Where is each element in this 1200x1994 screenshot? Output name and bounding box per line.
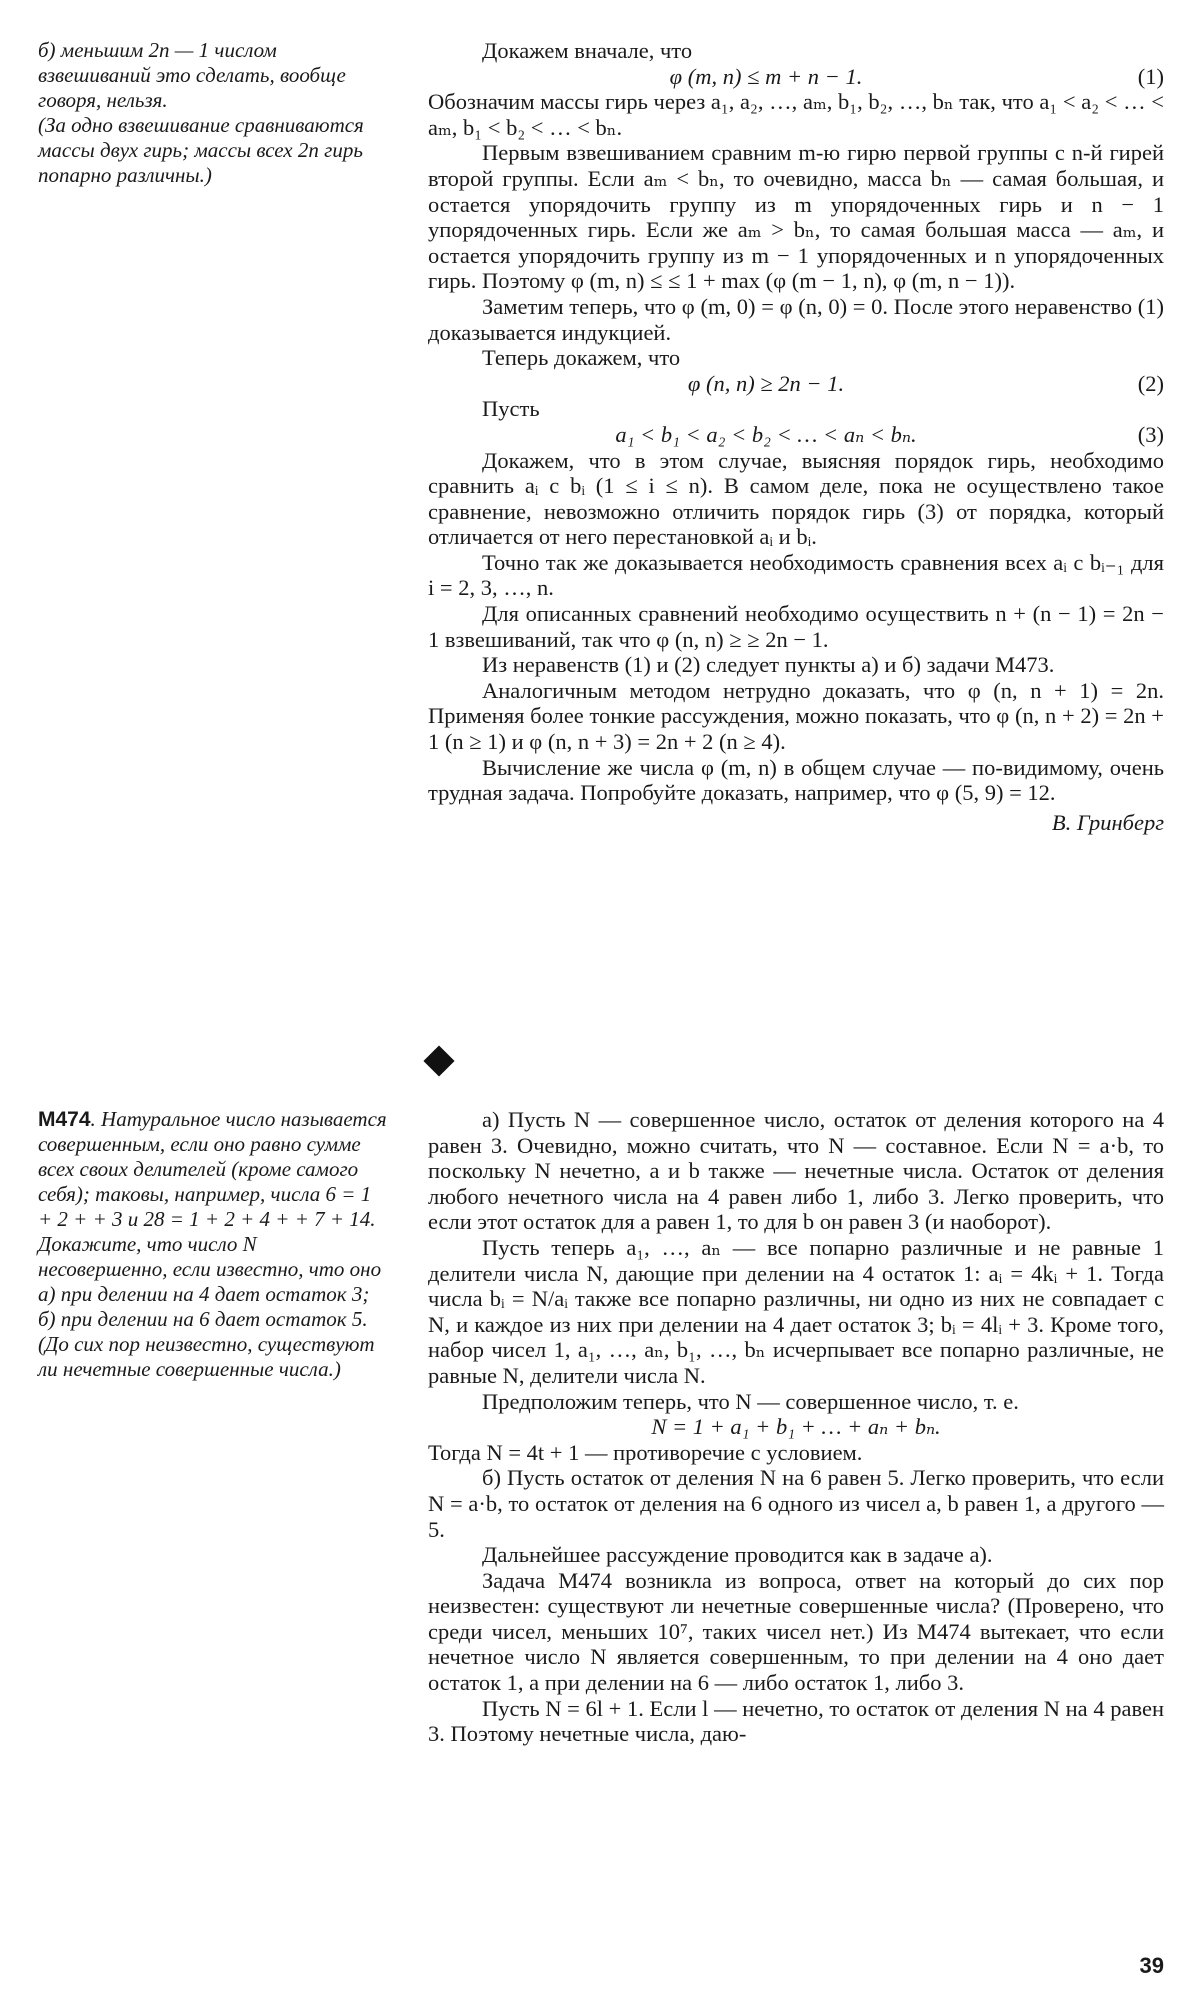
paragraph: Из неравенств (1) и (2) следует пункты а) и б) задачи М473.	[482, 652, 1055, 678]
problem-item: б) при делении на 6 дает остаток 5.	[38, 1307, 368, 1331]
equation-expr: a₁ < b₁ < a₂ < b₂ < … < aₙ < bₙ.	[615, 421, 917, 447]
paragraph: Предположим теперь, что N — совершенное число, т. е.	[482, 1388, 1019, 1414]
equation-number: (1)	[1137, 63, 1164, 89]
problem-text	[38, 1107, 388, 1282]
problem-label: М474	[38, 1108, 91, 1131]
paragraph: Пусть N = 6l + 1. Если l — нечетно, то остаток от деления N на 4 равен 3. Поэтому нечетные числа, даю-	[428, 1695, 1164, 1747]
equation-sum	[428, 1414, 1164, 1440]
equation-expr: φ (m, n) ≤ m + n − 1.	[669, 63, 863, 89]
paragraph: Дальнейшее рассуждение проводится как в задаче а).	[482, 1542, 993, 1568]
side-note-m473	[38, 38, 388, 188]
page-number: 39	[1139, 1953, 1164, 1978]
paragraph: б) Пусть остаток от деления N на 6 равен 5. Легко проверить, что если N = a·b, то остаток от деления на 6 одного из чисел a, b равен 1, а другого — 5.	[428, 1465, 1164, 1542]
side-note-line: б) меньшим 2n — 1 числом взвешиваний это сделать, вообще говоря, нельзя.	[38, 38, 346, 112]
paragraph: Пусть	[482, 396, 540, 422]
paragraph: Тогда N = 4t + 1 — противоречие с условием.	[428, 1439, 863, 1465]
paragraph: Аналогичным методом нетрудно доказать, что φ (n, n + 1) = 2n. Применяя более тонкие рассуждения, можно показать, что φ (n, n + 2) = 2n + 1 (n ≥ 1) и φ (n, n + 3) = 2n + 2 (n ≥ 4).	[428, 677, 1164, 755]
paragraph: Теперь докажем, что	[482, 345, 681, 371]
paragraph: Вычисление же числа φ (m, n) в общем случае — по-видимому, очень трудная задача. Попробуйте доказать, например, что φ (5, 9) = 12.	[428, 754, 1164, 806]
author-signature: В. Гринберг	[1051, 809, 1164, 835]
equation-2	[428, 371, 1164, 397]
equation-number: (2)	[1137, 370, 1164, 396]
equation-1	[428, 64, 1164, 90]
side-note-line: (За одно взвешивание сравниваются массы двух гирь; массы всех 2n гирь попарно различны.)	[38, 113, 364, 187]
paragraph: Первым взвешиванием сравним m-ю гирю первой группы с n-й гирей второй группы. Если aₘ < bₙ, то очевидно, масса bₙ — самая большая, и остается упорядочить группу из m упорядоченных гирь и n − 1 упорядоченных гирь. Если же aₘ > bₙ, то самая большая масса — aₘ, и остается упорядочить группу из m − 1 упорядоченных и n упорядоченных гирь. Поэтому φ (m, n) ≤ ≤ 1 + max (φ (m − 1, n), φ (m, n − 1)).	[428, 140, 1164, 294]
paragraph: Докажем, что в этом случае, выясняя порядок гирь, необходимо сравнить aᵢ с bᵢ (1 ≤ i ≤ n). В самом деле, пока не осуществлено такое сравнение, невозможно отличить порядок гирь (3) от порядка, который отличается от него перестановкой aᵢ и bᵢ.	[428, 447, 1164, 550]
paragraph: Докажем вначале, что	[482, 38, 693, 63]
equation-number: (3)	[1137, 421, 1164, 447]
paragraph: Пусть теперь a₁, …, aₙ — все попарно различные и не равные 1 делители числа N, дающие при делении на 4 остаток 1: aᵢ = 4kᵢ + 1. Тогда числа bᵢ = N/aᵢ также все попарно различны, ни одно из них не совпадает с N, и каждое из них при делении на 4 дает остаток 3; bᵢ = 4lᵢ + 3. Кроме того, набор чисел 1, a₁, …, aₙ, b₁, …, bₙ исчерпывает все попарно различные, не равные N, делители числа N.	[428, 1234, 1164, 1388]
paragraph: Обозначим массы гирь через a₁, a₂, …, aₘ, b₁, b₂, …, bₙ так, что a₁ < a₂ < … < aₘ, b₁ < b₂ < … < bₙ.	[428, 89, 1164, 140]
solution-m474	[428, 1107, 1164, 1747]
diamond-separator-icon	[423, 1045, 454, 1076]
paragraph: Задача М474 возникла из вопроса, ответ на который до сих пор неизвестен: существуют ли нечетные совершенные числа? (Проверено, что среди чисел, меньших 10⁷, таких чисел нет.) Из М474 вытекает, что если нечетное число N является совершенным, то при делении на 4 оно дает остаток 1, а при делении на 6 — либо остаток 1, либо 3.	[428, 1567, 1164, 1696]
paragraph: Для описанных сравнений необходимо осуществить n + (n − 1) = 2n − 1 взвешиваний, так что φ (n, n) ≥ ≥ 2n − 1.	[428, 601, 1164, 652]
problem-m474-statement	[38, 1107, 388, 1382]
solution-m473	[428, 38, 1164, 835]
problem-note: (До сих пор неизвестно, существуют ли нечетные совершенные числа.)	[38, 1332, 375, 1381]
paragraph: а) Пусть N — совершенное число, остаток от деления которого на 4 равен 3. Очевидно, можно считать, что N — составное. Если N = a·b, то поскольку N нечетно, a и b также — нечетные числа. Остаток от деления любого нечетного числа на 4 равен либо 1, либо 3. Легко проверить, что если этот остаток для a равен 1, то для b он равен 3 (и наоборот).	[428, 1107, 1164, 1235]
equation-expr: φ (n, n) ≥ 2n − 1.	[687, 370, 845, 396]
equation-3	[428, 422, 1164, 448]
paragraph: Заметим теперь, что φ (m, 0) = φ (n, 0) = 0. После этого неравенство (1) доказывается индукцией.	[428, 293, 1164, 345]
problem-item: а) при делении на 4 дает остаток 3;	[38, 1282, 370, 1306]
paragraph: Точно так же доказывается необходимость сравнения всех aᵢ с bᵢ₋₁ для i = 2, 3, …, n.	[428, 549, 1164, 601]
equation-expr: N = 1 + a₁ + b₁ + … + aₙ + bₙ.	[651, 1414, 941, 1440]
problem-statement: . Натуральное число называется совершенным, если оно равно сумме всех своих делителей (кроме самого себя); таковы, например, числа 6 = 1 + 2 + + 3 и 28 = 1 + 2 + 4 + + 7 + 14. Докажите, что число N несовершенно, если известно, что оно	[38, 1107, 387, 1281]
